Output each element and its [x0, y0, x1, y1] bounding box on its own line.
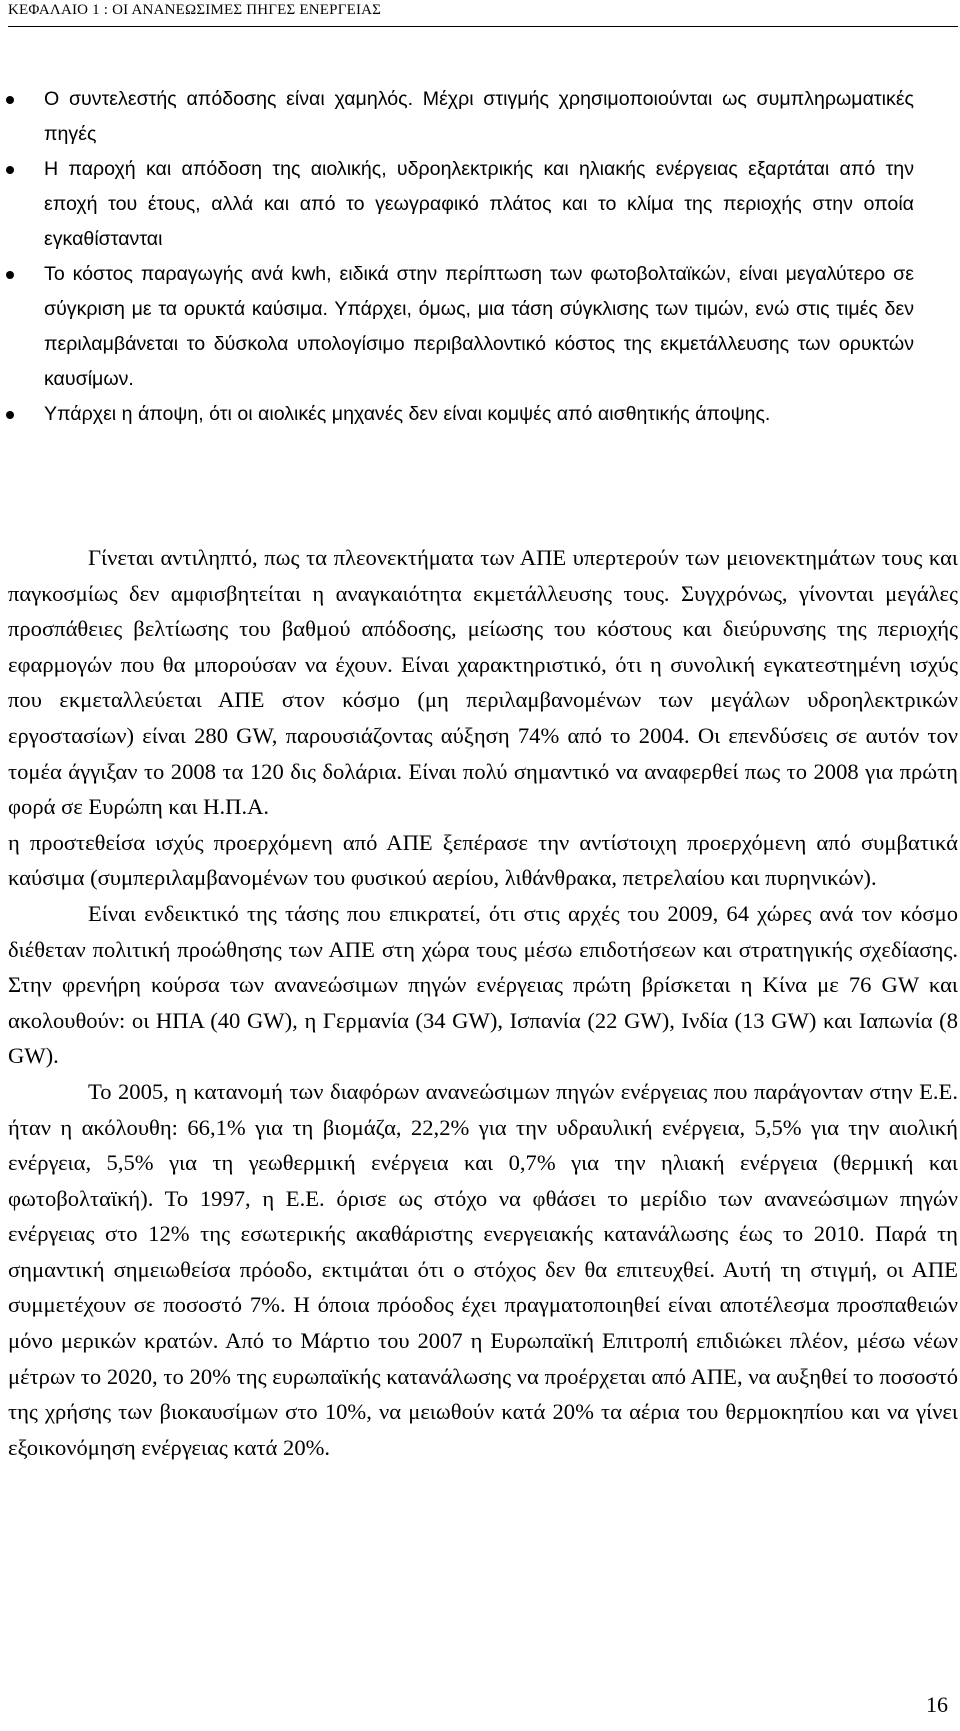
page-number: 16 [926, 1692, 948, 1717]
bullet-text: Το κόστος παραγωγής ανά kwh, ειδικά στην περίπτωση των φωτοβολταϊκών, είναι μεγαλύτερο σε σύγκριση με τα ορυκτά καύσιμα. Υπάρχει, όμως, μια τάση σύγκλισης των τιμών, ενώ στις τιμές δεν περιλαμβάνεται το δύσκολα υπολογίσιμο περιβαλλοντικό κόστος της εκμετάλλευσης των ορυκτών καυσίμων. [44, 263, 914, 390]
bullet-text: Ο συντελεστής απόδοσης είναι χαμηλός. Μέχρι στιγμής χρησιμοποιούνται ως συμπληρωματικές πηγές [44, 88, 914, 145]
bullet-item [0, 152, 914, 257]
bullet-dot-icon [6, 96, 14, 104]
bullet-item [0, 397, 914, 432]
bullet-dot-icon [6, 411, 14, 419]
bullet-item [0, 82, 914, 152]
body-text [8, 540, 958, 1465]
bullet-item [0, 257, 914, 397]
paragraph: Γίνεται αντιληπτό, πως τα πλεονεκτήματα των ΑΠΕ υπερτερούν των μειονεκτημάτων τους και παγκοσμίως δεν αμφισβητείται η αναγκαιότητα εκμετάλλευσης τους. Συγχρόνως, γίνονται μεγάλες προσπάθειες βελτίωσης του βαθμού απόδοσης, μείωσης του κόστους και διεύρυνσης της περιοχής εφαρμογών που θα μπορούσαν να έχουν. Είναι χαρακτηριστικό, ότι η συνολική εγκατεστημένη ισχύς που εκμεταλλεύεται ΑΠΕ στον κόσμο (μη περιλαμβανομένων των μεγάλων υδροηλεκτρικών εργοστασίων) είναι 280 GW, παρουσιάζοντας αύξηση 74% από το 2004. Οι επενδύσεις σε αυτόν τον τομέα άγγιξαν το 2008 τα 120 δις δολάρια. Είναι πολύ σημαντικό να αναφερθεί πως το 2008 για πρώτη φορά σε Ευρώπη και Η.Π.Α. [8, 545, 958, 820]
bullet-dot-icon [6, 271, 14, 279]
paragraph: η προστεθείσα ισχύς προερχόμενη από ΑΠΕ ξεπέρασε την αντίστοιχη προερχόμενη από συμβατικά καύσιμα (συμπεριλαμβανομένων του φυσικού αερίου, λιθάνθρακα, πετρελαίου και πυρηνικών). [8, 829, 958, 891]
running-header: ΚΕΦΑΛΑΙΟ 1 : ΟΙ ΑΝΑΝΕΩΣΙΜΕΣ ΠΗΓΕΣ ΕΝΕΡΓΕΙΑΣ [8, 0, 958, 27]
paragraph: Το 2005, η κατανομή των διαφόρων ανανεώσιμων πηγών ενέργειας που παράγονταν στην Ε.Ε. ήταν η ακόλουθη: 66,1% για τη βιομάζα, 22,2% για την υδραυλική ενέργεια, 5,5% για την αιολική ενέργεια, 5,5% για τη γεωθερμική ενέργεια και 0,7% για την ηλιακή ενέργεια (θερμική και φωτοβολταϊκή). Το 1997, η Ε.Ε. όρισε ως στόχο να φθάσει το μερίδιο των ανανεώσιμων πηγών ενέργειας στο 12% της εσωτερικής ακαθάριστης ενεργειακής κατανάλωσης έως το 2010. Παρά τη σημαντική σημειωθείσα πρόοδο, εκτιμάται ότι ο στόχος δεν θα επιτευχθεί. Αυτή τη στιγμή, οι ΑΠΕ συμμετέχουν σε ποσοστό 7%. Η όποια πρόοδος έχει πραγματοποιηθεί είναι αποτέλεσμα προσπαθειών μόνο μερικών κρατών. Από το Μάρτιο του 2007 η Ευρωπαϊκή Επιτροπή επιδιώκει πλέον, μέσω νέων μέτρων το 2020, το 20% της ευρωπαϊκής κατανάλωσης να προέρχεται από ΑΠΕ, να αυξηθεί το ποσοστό της χρήσης των βιοκαυσίμων στο 10%, να μειωθούν κατά 20% τα αέρια του θερμοκηπίου και να γίνει εξοικονόμηση ενέργειας κατά 20%. [8, 1078, 958, 1460]
disadvantages-bullet-list [0, 82, 960, 432]
bullet-text: Υπάρχει η άποψη, ότι οι αιολικές μηχανές δεν είναι κομψές από αισθητικής άποψης. [44, 403, 771, 425]
bullet-dot-icon [6, 166, 14, 174]
paragraph: Είναι ενδεικτικό της τάσης που επικρατεί, ότι στις αρχές του 2009, 64 χώρες ανά τον κόσμο διέθεταν πολιτική προώθησης των ΑΠΕ στη χώρα τους μέσω επιδοτήσεων και στρατηγικής σχεδίασης. Στην φρενήρη κούρσα των ανανεώσιμων πηγών ενέργειας πρώτη βρίσκεται η Κίνα με 76 GW και ακολουθούν: οι ΗΠΑ (40 GW), η Γερμανία (34 GW), Ισπανία (22 GW), Ινδία (13 GW) και Ιαπωνία (8 GW). [8, 900, 958, 1069]
bullet-text: Η παροχή και απόδοση της αιολικής, υδροηλεκτρικής και ηλιακής ενέργειας εξαρτάται από την εποχή του έτους, αλλά και από το γεωγραφικό πλάτος και το κλίμα της περιοχής στην οποία εγκαθίστανται [44, 158, 914, 250]
